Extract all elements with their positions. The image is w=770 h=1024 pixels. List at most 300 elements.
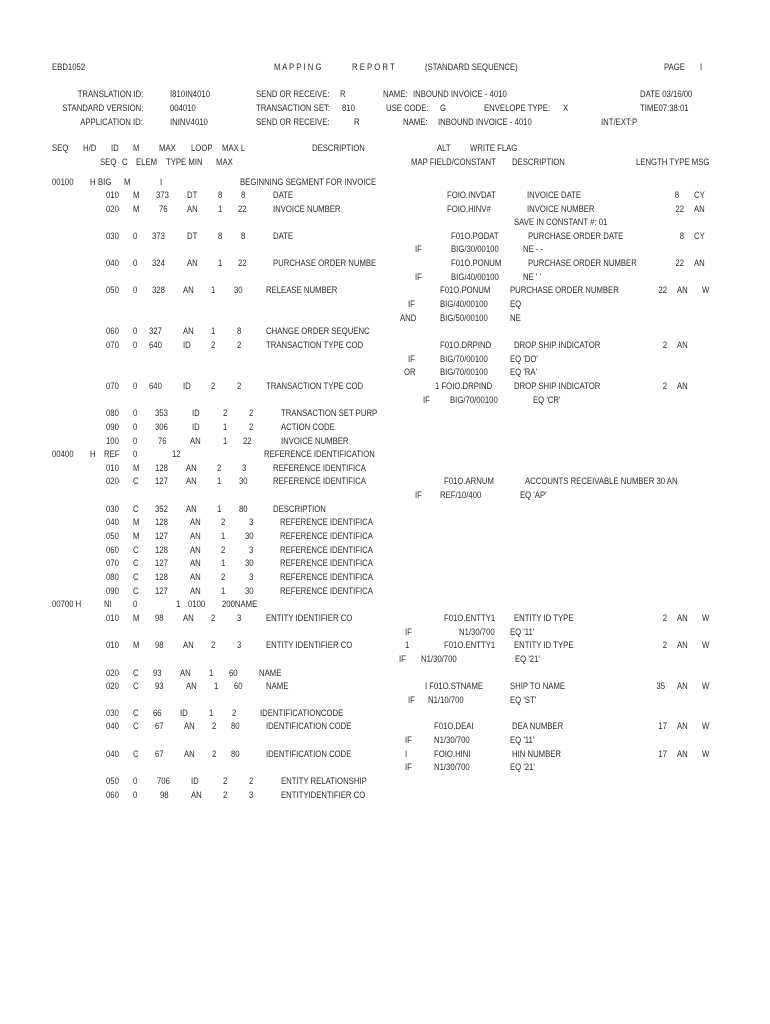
table-cell: 327 <box>149 326 162 336</box>
table-cell: 060 <box>106 545 119 555</box>
table-cell: 12 <box>172 449 181 459</box>
table-cell: 0 <box>133 790 138 800</box>
table-cell: AN <box>677 340 688 350</box>
envelope-type-value: X <box>563 103 569 113</box>
table-cell: 030 <box>106 504 119 514</box>
table-cell: 128 <box>155 517 168 527</box>
table-cell: 8 <box>241 231 246 241</box>
table-cell: M <box>124 177 131 187</box>
table-cell: 2 <box>211 613 216 623</box>
table-cell: W <box>702 640 710 650</box>
table-cell: M <box>133 190 140 200</box>
table-cell: REF <box>104 449 120 459</box>
table-cell: 128 <box>155 572 168 582</box>
table-cell: AN <box>677 613 688 623</box>
table-cell: 1 <box>209 708 214 718</box>
table-cell: AN <box>190 572 201 582</box>
table-cell: BIG/70/00100 <box>450 395 498 405</box>
table-cell: 1 <box>211 285 216 295</box>
table-cell: ID <box>192 422 200 432</box>
table-cell: 1 <box>223 422 228 432</box>
table-cell: ENTITY ID TYPE <box>514 640 574 650</box>
table-cell: F01O.PODAT <box>451 231 499 241</box>
table-cell: 0 <box>133 231 138 241</box>
table-cell: 1 <box>214 681 219 691</box>
table-cell: 2 <box>662 340 667 350</box>
table-cell: 30 <box>239 476 248 486</box>
table-cell: 020 <box>106 476 119 486</box>
table-cell: IF <box>405 627 412 637</box>
table-cell: IDENTIFICATION CODE <box>266 721 352 731</box>
table-cell: REFERENCE IDENTIFICA <box>273 476 366 486</box>
table-cell: AN <box>190 558 201 568</box>
table-cell: REFERENCE IDENTIFICA <box>280 586 373 596</box>
col-max-2: MAX <box>216 157 233 167</box>
table-cell: IF <box>405 735 412 745</box>
table-cell: 050 <box>106 531 119 541</box>
table-cell: 00700 H <box>52 599 82 609</box>
table-cell: ENTITY RELATIONSHIP <box>281 776 367 786</box>
table-cell: EQ '21' <box>510 762 535 772</box>
table-cell: 8 <box>218 231 223 241</box>
send-receive-value-2: R <box>354 117 360 127</box>
table-cell: M <box>133 640 140 650</box>
table-cell: AN <box>184 721 195 731</box>
table-cell: 030 <box>106 708 119 718</box>
table-cell: ENTITY ID TYPE <box>514 613 574 623</box>
table-cell: 0 <box>133 258 138 268</box>
table-cell: BIG/70/00100 <box>440 354 488 364</box>
table-cell: 127 <box>155 558 168 568</box>
table-cell: H <box>90 177 96 187</box>
table-cell: IF <box>405 762 412 772</box>
table-cell: 010 <box>106 463 119 473</box>
table-cell: AN <box>677 381 688 391</box>
table-cell: 1 <box>221 531 226 541</box>
table-cell: 2 <box>249 422 254 432</box>
table-cell: 0 <box>133 381 138 391</box>
table-cell: NI <box>104 599 112 609</box>
table-cell: C <box>133 476 139 486</box>
table-cell: 200NAME <box>222 599 258 609</box>
col-hd: H/D <box>83 143 97 153</box>
table-cell: 3 <box>249 517 254 527</box>
table-cell: DT <box>187 190 198 200</box>
table-cell: 2 <box>211 340 216 350</box>
table-cell: BIG/40/00100 <box>440 299 488 309</box>
table-cell: DROP SHIP INDICATOR <box>514 340 601 350</box>
table-cell: ID <box>191 776 199 786</box>
table-cell: 2 <box>223 790 228 800</box>
table-cell: 1 <box>218 258 223 268</box>
table-cell: F01O.DRPIND <box>440 340 492 350</box>
table-cell: I <box>160 177 163 187</box>
col-map-field: MAP FIELD/CONSTANT <box>411 157 496 167</box>
table-cell: FOIO.INVDAT <box>447 190 496 200</box>
table-cell: F01O.DEAI <box>434 721 474 731</box>
table-cell: H <box>90 449 96 459</box>
table-cell: 8 <box>237 326 242 336</box>
table-cell: EQ '21' <box>515 654 540 664</box>
table-cell: RELEASE NUMBER <box>266 285 338 295</box>
table-cell: 060 <box>106 326 119 336</box>
table-cell: 98 <box>155 613 164 623</box>
table-cell: 1 <box>176 599 181 609</box>
table-cell: AN <box>694 258 705 268</box>
table-cell: 010 <box>106 190 119 200</box>
table-cell: 080 <box>106 408 119 418</box>
table-cell: AN <box>190 545 201 555</box>
table-cell: ACTION CODE <box>281 422 335 432</box>
table-cell: 2 <box>221 517 226 527</box>
table-cell: 0 <box>133 326 138 336</box>
table-cell: AN <box>677 749 688 759</box>
table-cell: TRANSACTION SET PURP <box>281 408 378 418</box>
table-cell: 640 <box>149 381 162 391</box>
name-label-2: NAME: <box>403 117 428 127</box>
table-cell: NE ' ' <box>523 272 542 282</box>
table-cell: 2 <box>211 381 216 391</box>
table-cell: W <box>702 285 710 295</box>
table-cell: ENTITY IDENTIFIER CO <box>266 640 353 650</box>
col-seq: SEQ <box>52 143 69 153</box>
table-cell: INVOICE NUMBER <box>281 436 349 446</box>
table-cell: IF <box>408 695 415 705</box>
table-cell: ID <box>192 408 200 418</box>
table-cell: AN <box>186 504 197 514</box>
table-cell: REFERENCE IDENTIFICATION <box>264 449 375 459</box>
table-cell: AN <box>677 285 688 295</box>
table-cell: C <box>133 668 139 678</box>
table-cell: 080 <box>106 572 119 582</box>
table-cell: 2 <box>221 545 226 555</box>
table-cell: N1/30/700 <box>459 627 495 637</box>
table-cell: TRANSACTION TYPE COD <box>266 381 364 391</box>
report-date: DATE 03/16/00 <box>640 89 693 99</box>
report-time: TIME07:38:01 <box>640 103 689 113</box>
table-cell: PURCHASE ORDER NUMBE <box>273 258 377 268</box>
table-cell: BIG/70/00100 <box>440 367 488 377</box>
table-cell: 22 <box>243 436 252 446</box>
table-cell: CY <box>694 231 705 241</box>
table-cell: 00100 <box>52 177 74 187</box>
table-cell: 0 <box>133 776 138 786</box>
table-cell: N1/30/700 <box>434 762 470 772</box>
table-cell: 070 <box>106 558 119 568</box>
send-receive-value: R <box>340 89 346 99</box>
table-cell: INVOICE NUMBER <box>273 204 341 214</box>
name-value-2: INBOUND INVOICE - 4010 <box>438 117 532 127</box>
col-elem: ELEM <box>136 157 158 167</box>
table-cell: AN <box>186 463 197 473</box>
table-cell: FOIO.HINV# <box>447 204 491 214</box>
table-cell: TRANSACTION TYPE COD <box>266 340 364 350</box>
table-cell: REFERENCE IDENTIFICA <box>280 558 373 568</box>
table-cell: 100 <box>106 436 119 446</box>
table-cell: 127 <box>155 531 168 541</box>
table-cell: 2 <box>212 749 217 759</box>
col-maxl: MAX L <box>222 143 246 153</box>
table-cell: C <box>133 708 139 718</box>
report-title-mapping: M A P P I N G <box>274 62 322 72</box>
col-length-type-msg: LENGTH TYPE MSG <box>636 157 710 167</box>
table-cell: 30 <box>245 558 254 568</box>
table-cell: C <box>133 749 139 759</box>
table-cell: 0 <box>133 449 138 459</box>
table-cell: ACCOUNTS RECEIVABLE NUMBER 30 AN <box>525 476 678 486</box>
table-cell: 040 <box>106 258 119 268</box>
table-cell: M <box>133 204 140 214</box>
table-cell: IF <box>408 354 415 364</box>
table-cell: AN <box>677 721 688 731</box>
table-cell: DROP SHIP INDICATOR <box>514 381 601 391</box>
table-cell: 128 <box>155 463 168 473</box>
table-cell: 030 <box>106 231 119 241</box>
table-cell: 127 <box>155 586 168 596</box>
table-cell: 2 <box>249 408 254 418</box>
table-cell: 00400 <box>52 449 74 459</box>
col-id: ID <box>111 143 119 153</box>
table-cell: 3 <box>242 463 247 473</box>
table-cell: 2 <box>237 381 242 391</box>
table-cell: 328 <box>152 285 165 295</box>
send-receive-label: SEND OR RECEIVE: <box>256 89 330 99</box>
table-cell: PURCHASE ORDER NUMBER <box>528 258 637 268</box>
table-cell: 8 <box>674 190 679 200</box>
col-c: C <box>122 157 128 167</box>
table-cell: 050 <box>106 776 119 786</box>
table-cell: C <box>133 721 139 731</box>
table-cell: REFERENCE IDENTIFICA <box>280 572 373 582</box>
table-cell: 1 FOIO.DRPIND <box>435 381 493 391</box>
table-cell: DATE <box>273 231 294 241</box>
table-cell: 17 <box>658 749 667 759</box>
table-cell: 127 <box>155 476 168 486</box>
use-code-label: USE CODE: <box>386 103 429 113</box>
standard-version-value: 004010 <box>170 103 196 113</box>
table-cell: INVOICE DATE <box>527 190 582 200</box>
table-cell: 3 <box>237 613 242 623</box>
table-cell: BEGINNING SEGMENT FOR INVOICE <box>240 177 377 187</box>
table-cell: 22 <box>658 285 667 295</box>
table-cell: EQ 'CR' <box>533 395 561 405</box>
table-cell: 1 <box>209 668 214 678</box>
table-cell: 76 <box>159 204 168 214</box>
table-cell: 373 <box>152 231 165 241</box>
table-cell: 040 <box>106 517 119 527</box>
table-cell: BIG/30/00100 <box>451 244 499 254</box>
table-cell: 80 <box>231 749 240 759</box>
table-cell: 128 <box>155 545 168 555</box>
table-cell: ID <box>183 340 191 350</box>
table-cell: EQ 'ST' <box>510 695 537 705</box>
table-cell: 3 <box>249 545 254 555</box>
table-cell: 66 <box>153 708 162 718</box>
table-cell: 2 <box>662 381 667 391</box>
table-cell: EQ '11' <box>510 735 535 745</box>
table-cell: F01O.PONUM <box>440 285 491 295</box>
table-cell: W <box>702 749 710 759</box>
table-cell: 2 <box>232 708 237 718</box>
table-cell: NE <box>510 313 521 323</box>
table-cell: ID <box>183 381 191 391</box>
col-alt: ALT <box>437 143 451 153</box>
table-cell: REFERENCE IDENTIFICA <box>280 517 373 527</box>
table-cell: 2 <box>249 776 254 786</box>
table-cell: 1 <box>217 476 222 486</box>
table-cell: PURCHASE ORDER DATE <box>528 231 624 241</box>
table-cell: DEA NUMBER <box>512 721 564 731</box>
table-cell: 98 <box>155 640 164 650</box>
table-cell: IF <box>415 272 422 282</box>
table-cell: 1 <box>223 436 228 446</box>
table-cell: 8 <box>679 231 684 241</box>
standard-version-label: STANDARD VERSION: <box>61 103 143 113</box>
application-id-label: APPLICATION ID: <box>80 117 143 127</box>
int-ext: INT/EXT:P <box>601 117 638 127</box>
table-cell: 1 <box>221 558 226 568</box>
table-cell: REF/10/400 <box>440 490 482 500</box>
table-cell: NAME <box>266 681 289 691</box>
table-cell: REFERENCE IDENTIFICA <box>280 545 373 555</box>
table-cell: 640 <box>149 340 162 350</box>
table-cell: 35 <box>656 681 665 691</box>
table-cell: 2 <box>212 721 217 731</box>
table-cell: CY <box>694 190 705 200</box>
table-cell: 306 <box>155 422 168 432</box>
col-description-2: DESCRIPTION <box>512 157 565 167</box>
table-cell: 2 <box>237 340 242 350</box>
col-m: M <box>133 143 140 153</box>
table-cell: 1 <box>211 326 216 336</box>
table-cell: EQ '11' <box>510 627 535 637</box>
table-cell: ID <box>180 708 188 718</box>
table-cell: 1 <box>221 586 226 596</box>
table-cell: 1 <box>218 204 223 214</box>
table-cell: 373 <box>156 190 169 200</box>
table-cell: AN <box>187 204 198 214</box>
table-cell: 93 <box>153 668 162 678</box>
use-code-value: G <box>440 103 447 113</box>
table-cell: 67 <box>155 749 164 759</box>
table-cell: 3 <box>249 572 254 582</box>
transaction-set-value: 810 <box>342 103 355 113</box>
table-cell: AN <box>190 517 201 527</box>
send-receive-label-2: SEND OR RECEIVE: <box>256 117 330 127</box>
table-cell: I F01O.STNAME <box>425 681 484 691</box>
table-cell: 0 <box>133 340 138 350</box>
table-cell: W <box>702 613 710 623</box>
table-cell: PURCHASE ORDER NUMBER <box>510 285 619 295</box>
table-cell: IF <box>408 299 415 309</box>
table-cell: M <box>133 517 140 527</box>
table-cell: 324 <box>152 258 165 268</box>
table-cell: 050 <box>106 285 119 295</box>
table-cell: ENTITY IDENTIFIER CO <box>266 613 353 623</box>
application-id-value: ININV4010 <box>170 117 208 127</box>
table-cell: 22 <box>675 258 684 268</box>
table-cell: 22 <box>675 204 684 214</box>
translation-id-label: TRANSLATION ID: <box>77 89 143 99</box>
table-cell: AND <box>400 313 417 323</box>
table-cell: I <box>405 749 408 759</box>
table-cell: C <box>133 558 139 568</box>
table-cell: BIG <box>98 177 112 187</box>
table-cell: IDENTIFICATION CODE <box>266 749 352 759</box>
table-cell: AN <box>187 258 198 268</box>
table-cell: C <box>133 504 139 514</box>
col-type-min: TYPE MIN <box>166 157 203 167</box>
table-cell: 060 <box>106 790 119 800</box>
translation-id-value: I810IN4010 <box>170 89 211 99</box>
table-cell: 0 <box>133 408 138 418</box>
page-number: I <box>700 62 703 72</box>
table-cell: 040 <box>106 721 119 731</box>
table-cell: AN <box>180 668 191 678</box>
table-cell: C <box>133 572 139 582</box>
table-cell: 010 <box>106 640 119 650</box>
table-cell: 2 <box>662 640 667 650</box>
table-cell: 0 <box>133 436 138 446</box>
table-cell: F01O.ENTTY1 <box>444 613 496 623</box>
table-cell: 0 <box>133 285 138 295</box>
table-cell: 67 <box>155 721 164 731</box>
table-cell: OR <box>404 367 416 377</box>
table-cell: 020 <box>106 204 119 214</box>
table-cell: 2 <box>223 776 228 786</box>
table-cell: AN <box>677 681 688 691</box>
table-cell: 2 <box>223 408 228 418</box>
col-seq-2: SEQ <box>100 157 117 167</box>
table-cell: M <box>133 463 140 473</box>
col-description: DESCRIPTION <box>312 143 365 153</box>
table-cell: AN <box>184 749 195 759</box>
table-cell: INVOICE NUMBER <box>527 204 595 214</box>
table-cell: 98 <box>160 790 169 800</box>
table-cell: REFERENCE IDENTIFICA <box>273 463 366 473</box>
table-cell: AN <box>190 436 201 446</box>
table-cell: 80 <box>231 721 240 731</box>
table-cell: BIG/50/00100 <box>440 313 488 323</box>
transaction-set-label: TRANSACTION SET: <box>256 103 330 113</box>
table-cell: FOIO.HINI <box>434 749 471 759</box>
table-cell: 090 <box>106 586 119 596</box>
table-cell: AN <box>190 531 201 541</box>
report-title-report: R E P O R T <box>352 62 395 72</box>
table-cell: 1 <box>405 640 410 650</box>
table-cell: EQ 'AP' <box>520 490 547 500</box>
table-cell: ENTITYIDENTIFIER CO <box>281 790 366 800</box>
table-cell: AN <box>183 640 194 650</box>
table-cell: C <box>133 681 139 691</box>
table-cell: 8 <box>218 190 223 200</box>
table-cell: 706 <box>157 776 170 786</box>
col-write-flag: WRITE FLAG <box>470 143 518 153</box>
name-label: NAME: <box>383 89 408 99</box>
table-cell: BIG/40/00100 <box>451 272 499 282</box>
table-cell: 8 <box>241 190 246 200</box>
table-cell: 2 <box>217 463 222 473</box>
table-cell: AN <box>677 640 688 650</box>
table-cell: 070 <box>106 340 119 350</box>
col-loop: LOOP <box>191 143 213 153</box>
table-cell: 2 <box>221 572 226 582</box>
table-cell: CHANGE ORDER SEQUENC <box>266 326 370 336</box>
table-cell: 0100 <box>188 599 206 609</box>
table-cell: HIN NUMBER <box>512 749 562 759</box>
table-cell: 352 <box>155 504 168 514</box>
table-cell: 22 <box>238 204 247 214</box>
